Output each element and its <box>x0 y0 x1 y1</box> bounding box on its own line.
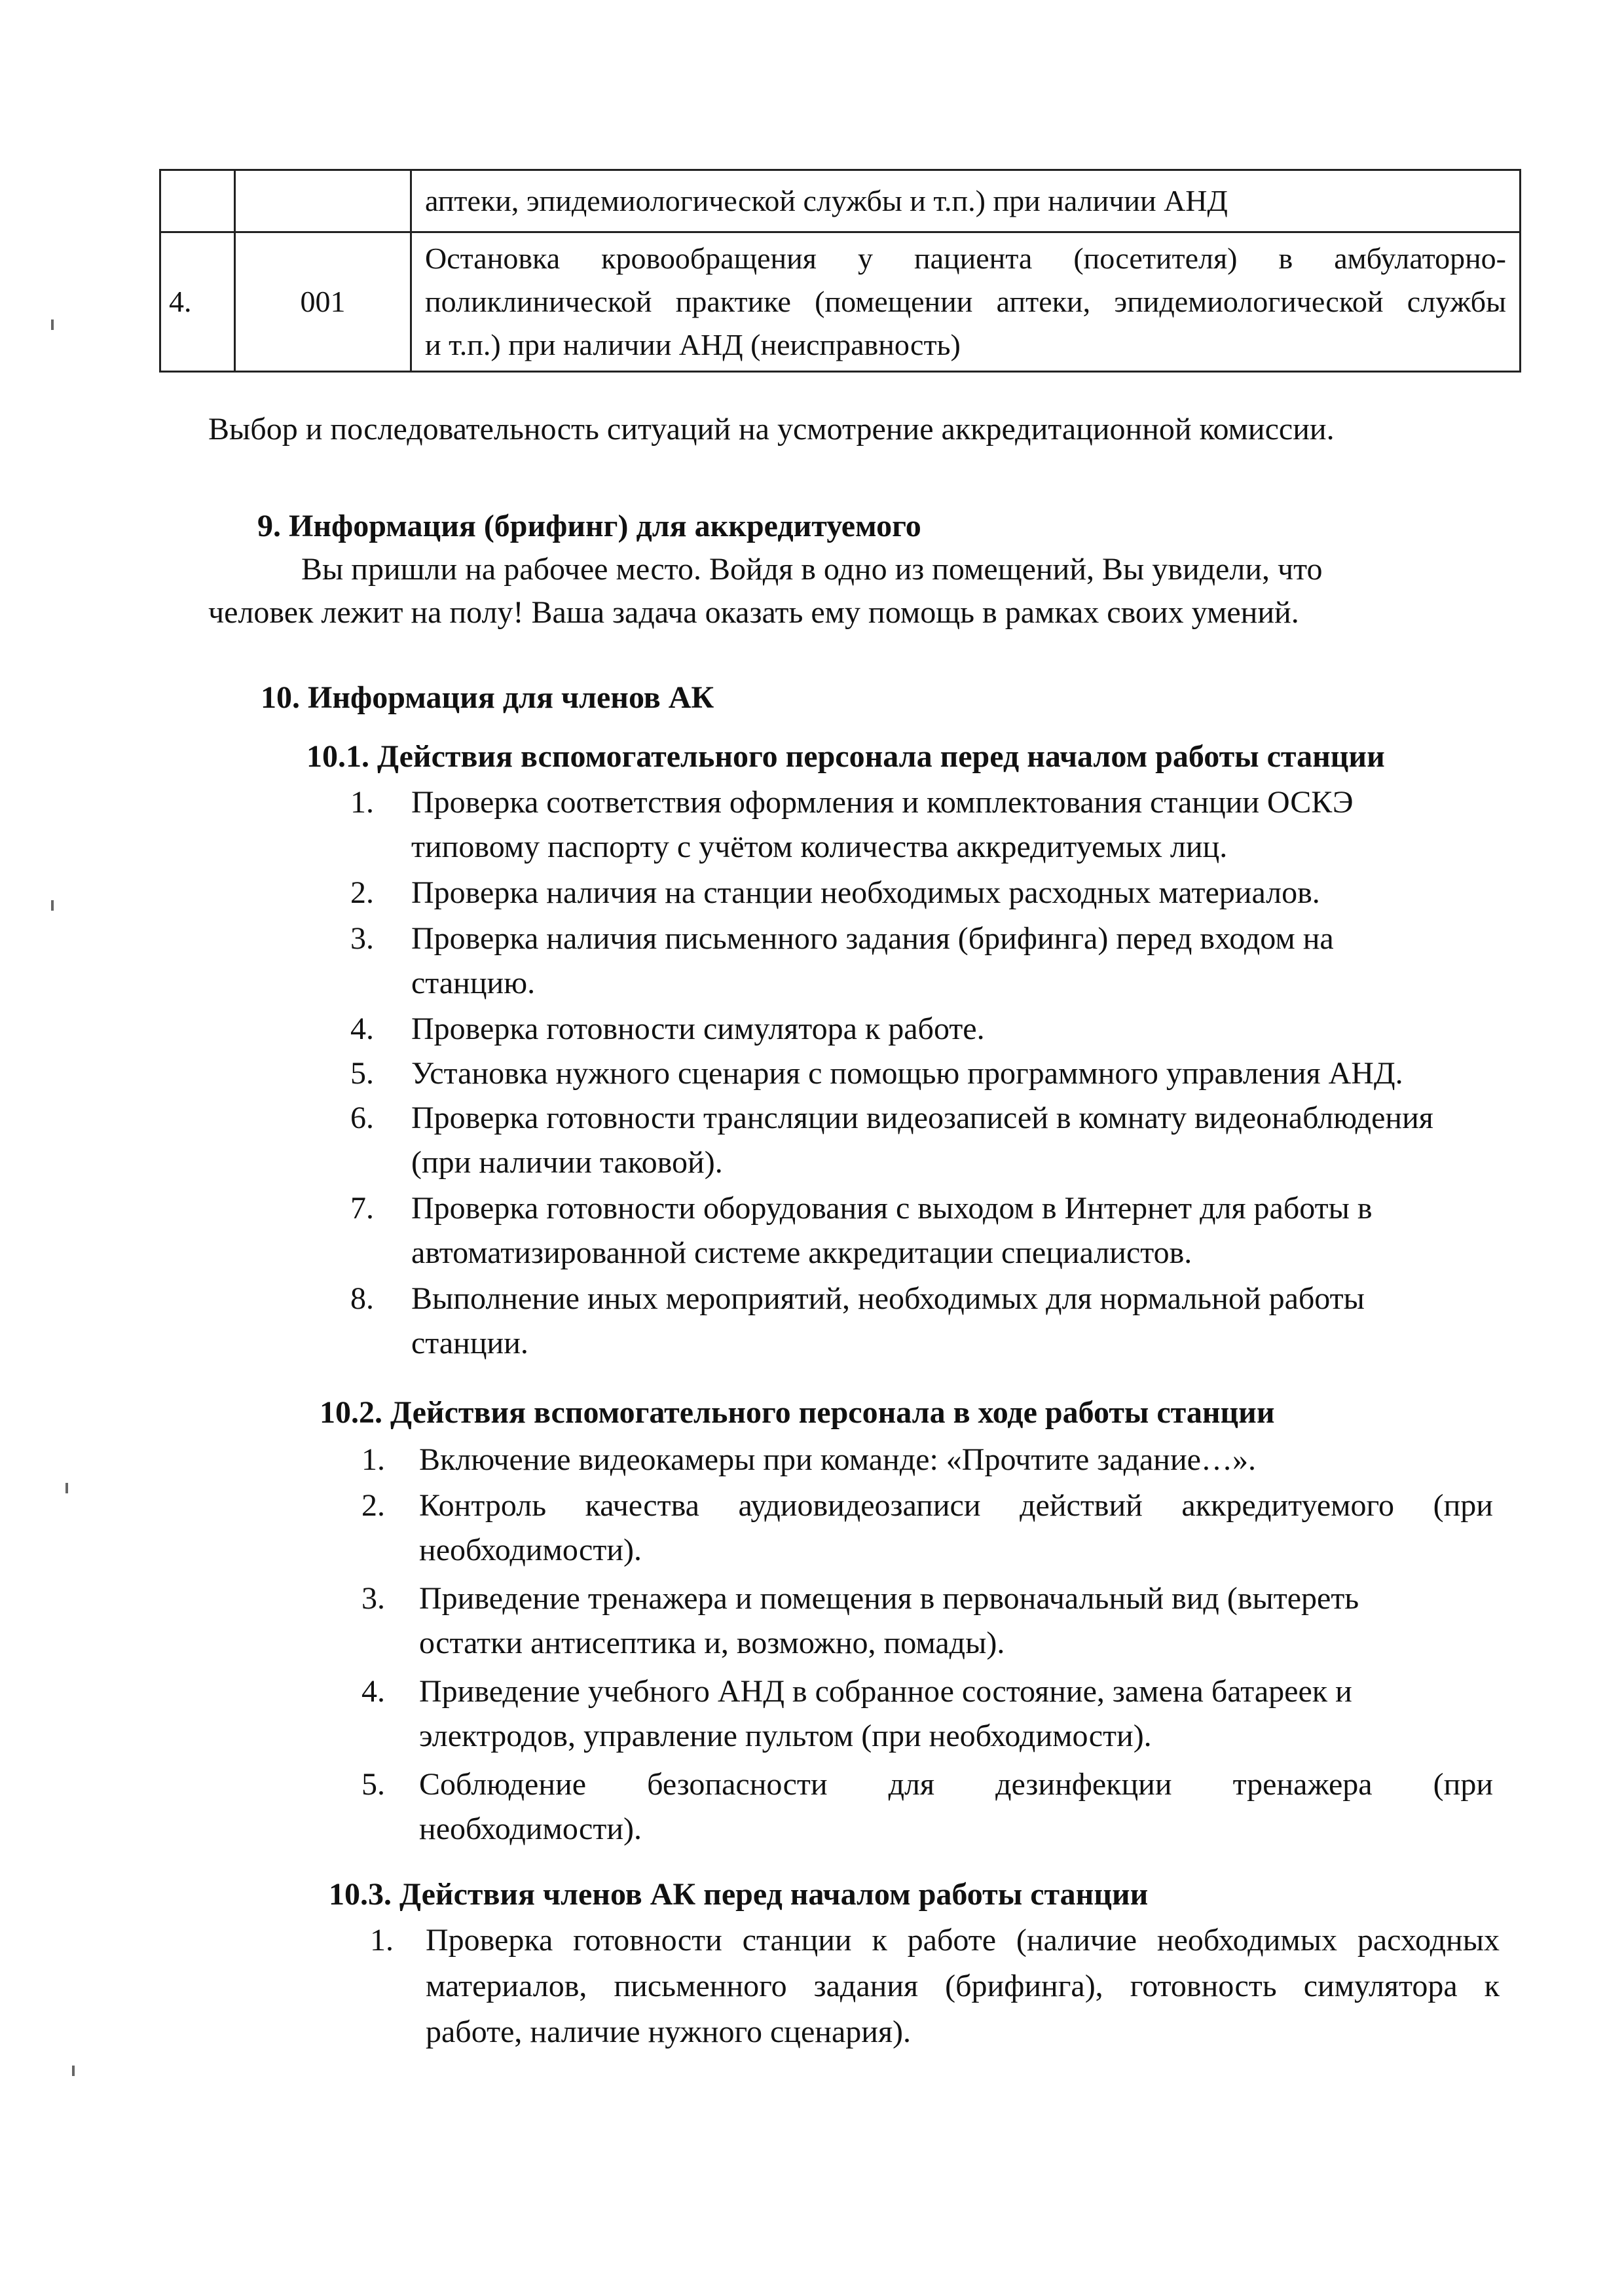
list-item-text: (при наличии таковой). <box>411 1145 723 1180</box>
list-item <box>350 1277 1490 1367</box>
table-row <box>160 170 1521 232</box>
list-item-number: 2. <box>350 875 374 910</box>
section-10-2-list <box>361 1438 1501 1854</box>
list-item-text: необходимости). <box>419 1812 642 1846</box>
table-cell-line: Остановка кровообращения у пациента (посетителя) в амбулаторно- <box>425 242 1506 275</box>
list-item-text: Проверка готовности симулятора к работе. <box>411 1011 985 1046</box>
scan-mark <box>51 319 54 330</box>
list-item <box>370 1918 1503 2056</box>
list-item <box>361 1484 1501 1576</box>
list-item-number: 3. <box>350 921 374 956</box>
list-item-text: электродов, управление пультом (при необходимости). <box>419 1719 1152 1753</box>
list-item-text: станции. <box>411 1326 528 1360</box>
list-item-number: 5. <box>350 1056 374 1091</box>
scan-mark <box>72 2066 75 2076</box>
list-item <box>361 1438 1501 1484</box>
list-item-text: автоматизированной системе аккредитации специалистов. <box>411 1235 1192 1270</box>
section-10-heading: 10. Информация для членов АК <box>261 680 714 715</box>
list-item-number: 7. <box>350 1191 374 1226</box>
section-10-1-list <box>350 780 1490 1367</box>
list-item <box>350 871 1490 917</box>
selection-note: Выбор и последовательность ситуаций на усмотрение аккредитационной комиссии. <box>208 412 1335 446</box>
list-item-number: 4. <box>350 1011 374 1046</box>
list-item-number: 3. <box>361 1581 385 1616</box>
list-item-text: работе, наличие нужного сценария). <box>426 2014 911 2049</box>
section-9-paragraph-line: человек лежит на полу! Ваша задача оказать ему помощь в рамках своих умений. <box>208 595 1299 630</box>
table-cell-number: 4. <box>160 232 235 372</box>
list-item-text: Соблюдение безопасности для дезинфекции тренажера (при <box>419 1767 1493 1802</box>
section-9-paragraph-line: Вы пришли на рабочее место. Войдя в одно из помещений, Вы увидели, что <box>301 552 1323 587</box>
table-cell-description: аптеки, эпидемиологической службы и т.п.) при наличии АНД <box>411 170 1521 232</box>
list-item-text: Проверка готовности трансляции видеозаписей в комнату видеонаблюдения <box>411 1101 1433 1135</box>
list-item-text: типовому паспорту с учётом количества аккредитуемых лиц. <box>411 829 1228 864</box>
list-item-text: остатки антисептика и, возможно, помады). <box>419 1626 1005 1660</box>
scan-mark <box>51 900 54 911</box>
section-10-3-heading: 10.3. Действия членов АК перед началом работы станции <box>329 1877 1149 1912</box>
list-item-text: Проверка наличия письменного задания (брифинга) перед входом на <box>411 921 1334 956</box>
list-item-text: Приведение тренажера и помещения в первоначальный вид (вытереть <box>419 1581 1359 1616</box>
list-item-number: 1. <box>361 1442 385 1477</box>
list-item-text: материалов, письменного задания (брифинга), готовность симулятора к <box>426 1969 1500 2003</box>
list-item-text: Выполнение иных мероприятий, необходимых для нормальной работы <box>411 1281 1365 1316</box>
list-item-text: Проверка готовности станции к работе (наличие необходимых расходных <box>426 1923 1500 1958</box>
list-item <box>350 1186 1490 1277</box>
list-item-number: 5. <box>361 1767 385 1802</box>
list-item-number: 1. <box>370 1923 394 1958</box>
section-9-heading: 9. Информация (брифинг) для аккредитуемого <box>257 509 921 543</box>
list-item <box>361 1762 1501 1854</box>
list-item-number: 1. <box>350 785 374 820</box>
list-item-text: необходимости). <box>419 1533 642 1567</box>
table-row <box>160 232 1521 372</box>
list-item <box>350 780 1490 871</box>
list-item-text: Приведение учебного АНД в собранное состояние, замена батареек и <box>419 1674 1352 1709</box>
list-item-number: 2. <box>361 1488 385 1523</box>
section-10-1-heading: 10.1. Действия вспомогательного персонала перед началом работы станции <box>306 739 1385 774</box>
list-item-number: 8. <box>350 1281 374 1316</box>
scenario-table <box>159 169 1521 373</box>
list-item <box>361 1669 1501 1762</box>
list-item-text: станцию. <box>411 966 536 1000</box>
section-10-3-list <box>370 1918 1503 2056</box>
table-cell-line: и т.п.) при наличии АНД (неисправность) <box>425 328 961 361</box>
list-item-text: Включение видеокамеры при команде: «Прочтите задание…». <box>419 1442 1256 1477</box>
list-item-text: Установка нужного сценария с помощью программного управления АНД. <box>411 1056 1403 1091</box>
table-cell-number <box>160 170 235 232</box>
table-cell-description <box>411 232 1521 372</box>
table-cell-code: 001 <box>235 232 411 372</box>
list-item-number: 6. <box>350 1101 374 1135</box>
list-item-number: 4. <box>361 1674 385 1709</box>
list-item-text: Проверка соответствия оформления и комплектования станции ОСКЭ <box>411 785 1354 820</box>
list-item <box>350 917 1490 1007</box>
list-item <box>361 1576 1501 1669</box>
table-cell-line: поликлинической практике (помещении аптеки, эпидемиологической службы <box>425 285 1506 318</box>
list-item <box>350 1051 1490 1096</box>
list-item-text: Проверка готовности оборудования с выходом в Интернет для работы в <box>411 1191 1373 1226</box>
table-cell-code <box>235 170 411 232</box>
list-item-text: Проверка наличия на станции необходимых расходных материалов. <box>411 875 1320 910</box>
section-10-2-heading: 10.2. Действия вспомогательного персонала в ходе работы станции <box>320 1395 1275 1430</box>
scan-mark <box>65 1483 68 1493</box>
list-item-text: Контроль качества аудиовидеозаписи действий аккредитуемого (при <box>419 1488 1493 1523</box>
list-item <box>350 1007 1490 1051</box>
list-item <box>350 1096 1490 1186</box>
